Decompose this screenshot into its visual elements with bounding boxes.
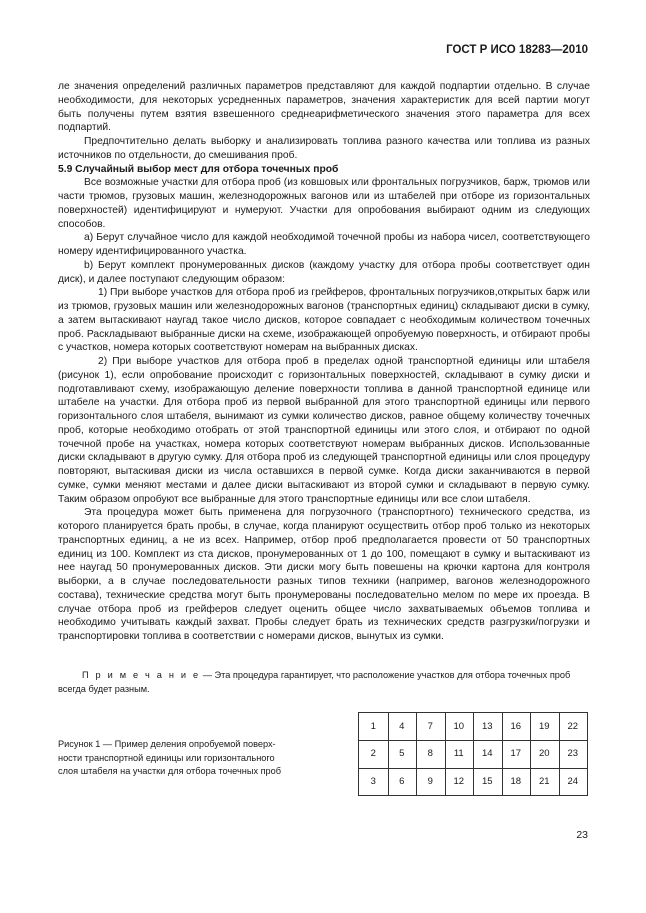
grid-cell: 9 [427, 775, 433, 787]
grid-cell: 13 [481, 721, 493, 732]
grid-cell: 14 [481, 748, 493, 760]
section-heading: 5.9 Случайный выбор мест для отбора точечных проб [58, 163, 339, 175]
grid-cell: 19 [538, 721, 550, 732]
grid-cell: 17 [510, 748, 522, 760]
grid-cell: 7 [427, 721, 433, 732]
paragraph: b) Берут комплект пронумерованных дисков (каждому участку для отбора пробы соответствует один диск), и далее поступают следующим образом: [58, 259, 590, 285]
sampling-grid [358, 712, 588, 796]
grid-cell: 4 [399, 721, 405, 732]
grid-cell: 5 [399, 748, 405, 760]
paragraph: Эта процедура может быть применена для погрузочного (транспортного) технического средства, из которого планируется брать пробы, в случае, когда планируют осуществить отбор проб только из некоторых транспортных единиц, а не из всех. Например, отбор проб предполагается провести от 50 транспортных единиц из 100. Комплект из ста дисков, пронумерованных от 1 до 100, помещают в сумку и вытаскивают из нее наугад 50 пронумерованных дисков. Эти диски могу быть повешены на крючки картона для контроля выборки, а в случае последовательности разных типов техники (например, вагонов железнодорожного состава), технические средства могут быть пронумерованы последовательно мелом по мере их проезда. В случае отбора проб из грейферов следует оценить общее число захватываемых объемов топлива и необходимо учитывать каждый захват. Пробы следует брать из технических средств разгрузки/погрузки и транспортировки топлива в соответствии с номерами дисков, вынутых из сумки. [58, 507, 590, 642]
grid-cell: 3 [370, 775, 376, 787]
paragraph: 2) При выборе участков для отбора проб в пределах одной транспортной единицы или штабеля (рисунок 1), если опробование происходит с горизонтальных поверхностей, складывают в сумку диски и подготавливают схему, изображающую деление поверхности топлива в данной транспортной единице или штабеле на участки. Для отбора проб из первой выбранной для этого транспортной единицы или первого горизонтального слоя штабеля, вынимают из сумки количество дисков, равное общему количеству точечных проб, которые необходимо отобрать от этой транспортной единицы или этого слоя, и отбирают по одной точечной пробе на участках, номера которых соответствуют номерам выбранных дисков. Использованные диски складывают в другую сумку. Для отбора проб из следующей транспортной единицы или слоя процедуру повторяют, вытаскивая диски из числа оставшихся в первой сумке. Когда диски заканчиваются в первой сумке, сумки меняют местами и далее диски вытаскивают из второй сумки и складывают в первую сумку. Таким образом опробуют все выбранные для этого транспортные единицы или все слои штабеля. [58, 356, 590, 505]
grid-cell: 21 [538, 775, 550, 787]
caption-line: ности транспортной единицы или горизонтального [58, 752, 275, 763]
grid-cell: 8 [427, 748, 433, 760]
body-text [58, 80, 590, 644]
grid-cell: 1 [370, 721, 376, 732]
paragraph: 1) При выборе участков для отбора проб из грейферов, фронтальных погрузчиков,открытых барж или из трюмов, грузовых машин или железнодорожных вагонов (транспортных единиц) складывают диски в сумку, а затем вытаскивают наугад такое число дисков, которое совпадает с необходимым количеством точечных проб. Раскладывают выбранные диски на схеме, изображающей опробуемую поверхность, и отбирают пробы с участков, номера которых соответствуют номерам на выбранных дисках. [58, 287, 590, 354]
page-number: 23 [576, 829, 588, 841]
grid-cell: 15 [481, 775, 493, 787]
caption-line: Рисунок 1 — Пример деления опробуемой поверх- [58, 739, 276, 749]
grid-cell: 24 [567, 775, 579, 787]
grid-cell: 23 [567, 748, 579, 760]
note-text: — Эта процедура гарантирует, что расположение участков для отбора точечных проб всегда будет разным. [58, 670, 571, 694]
figure-caption [58, 738, 302, 779]
paragraph: а) Берут случайное число для каждой необходимой точечной пробы из набора чисел, соответствующего номеру идентифицированного участка. [58, 232, 590, 257]
standard-header: ГОСТ Р ИСО 18283—2010 [446, 44, 588, 56]
grid-cell: 16 [510, 721, 522, 732]
grid-cell: 22 [567, 721, 579, 732]
grid-cell: 18 [510, 775, 522, 787]
caption-line: слоя штабеля на участки для отбора точечных проб [58, 766, 282, 776]
note-label: П р и м е ч а н и е [82, 670, 201, 680]
grid-cell: 20 [538, 748, 550, 760]
grid-cell: 11 [453, 748, 464, 760]
grid-cell: 10 [453, 721, 465, 732]
paragraph: ле значения определений различных параметров представляют для каждой подпартии отдельно. В случае необходимости, для некоторых усредненных параметров, значения характеристик для всей партии могут быть получены путем взятия взвешенного среднеарифметического значения этого параметра для всех подпартий. [58, 81, 590, 134]
grid-cell: 2 [370, 748, 376, 760]
note [58, 669, 590, 696]
paragraph: Все возможные участки для отбора проб (из ковшовых или фронтальных погрузчиков, барж, трюмов или части трюмов, грузовых машин, железнодорожных вагонов или из штабелей при отборе из горизонтальных поверхностей) идентифицируют и нумеруют. Участки для опробования выбирают одним из следующих способов. [58, 177, 590, 230]
paragraph: Предпочтительно делать выборку и анализировать топлива разного качества или топлива из разных источников по отдельности, до смешивания проб. [58, 136, 590, 161]
grid-cell: 6 [399, 775, 405, 787]
grid-cell: 12 [453, 775, 465, 787]
